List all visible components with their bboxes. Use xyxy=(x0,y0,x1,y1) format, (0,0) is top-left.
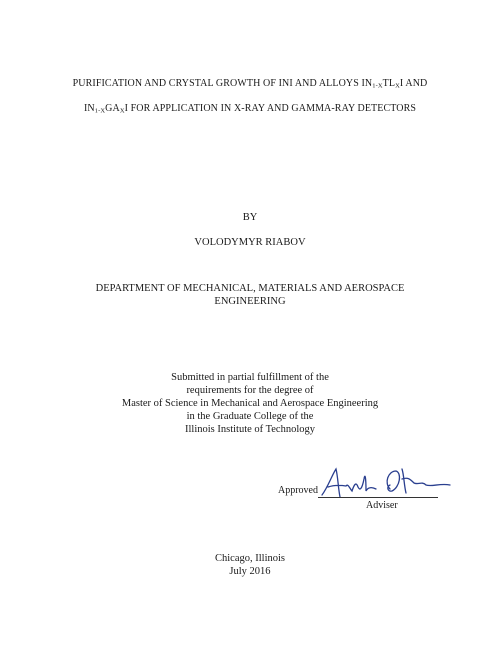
adviser-label: Adviser xyxy=(366,500,398,511)
title-line-2-start: IN xyxy=(83,103,95,114)
title-line-1-end: I AND xyxy=(399,78,428,89)
submission-line-3: Master of Science in Mechanical and Aerospace Engineering xyxy=(121,398,379,409)
date: July 2016 xyxy=(229,566,271,577)
submission-line-2: requirements for the degree of xyxy=(186,385,314,396)
location: Chicago, Illinois xyxy=(215,553,285,564)
approved-label: Approved xyxy=(278,485,318,496)
author-name: VOLODYMYR RIABOV xyxy=(194,237,306,248)
title-line-1-subscript-2: X xyxy=(395,82,400,90)
title-line-1-subscript-1: 1-X xyxy=(372,82,383,90)
title-line-1-text: PURIFICATION AND CRYSTAL GROWTH OF INI AND ALLOYS IN xyxy=(72,78,373,89)
title-line-2-subscript-1: 1-X xyxy=(94,107,106,115)
approval-block xyxy=(278,481,478,521)
title-line-1 xyxy=(0,77,500,93)
by-label: BY xyxy=(242,212,258,223)
title-line-2 xyxy=(0,102,500,118)
submission-line-5: Illinois Institute of Technology xyxy=(184,424,315,435)
adviser-signature xyxy=(318,465,458,505)
department-line-1: DEPARTMENT OF MECHANICAL, MATERIALS AND AEROSPACE xyxy=(95,283,405,294)
title-line-2-subscript-2: X xyxy=(119,107,125,115)
title-line-2-text: I FOR APPLICATION IN X-RAY AND GAMMA-RAY DETECTORS xyxy=(124,103,417,114)
department-line-2: ENGINEERING xyxy=(214,296,286,307)
submission-line-4: in the Graduate College of the xyxy=(186,411,314,422)
signature-line xyxy=(318,497,438,498)
title-line-1-element: TL xyxy=(382,78,396,89)
title-line-2-element: GA xyxy=(105,103,120,114)
submission-line-1: Submitted in partial fulfillment of the xyxy=(171,372,329,383)
